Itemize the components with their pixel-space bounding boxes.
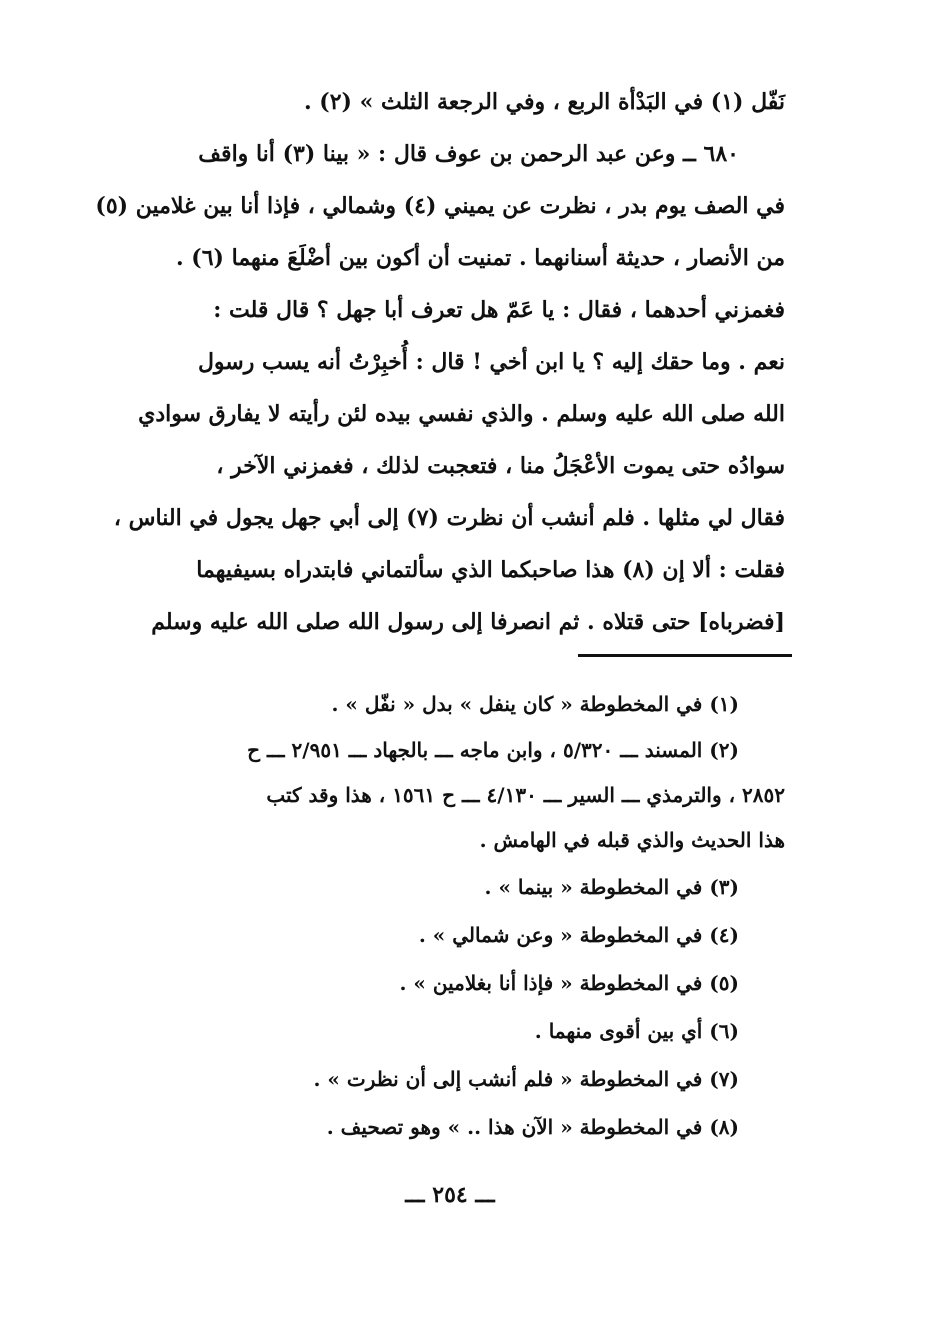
footnote-2: (٢) المسند ـــ ٥/٣٢٠ ، وابن ماجه ـــ بالجهاد ـــ ٢/٩٥١ ـــ ح — [247, 738, 739, 762]
main-text-line: فغمزني أحدهما ، فقال : يا عَمّ هل تعرف أبا جهل ؟ قال قلت : — [213, 297, 785, 323]
main-text-line: سوادُه حتى يموت الأعْجَلُ منا ، فتعجبت لذلك ، فغمزني الآخر ، — [216, 453, 785, 479]
main-text-line: في الصف يوم بدر ، نظرت عن يميني (٤) وشمالي ، فإذا أنا بين غلامين (٥) — [95, 193, 785, 219]
main-text-line: فقلت : ألا إن (٨) هذا صاحبكما الذي سألتماني فابتدراه بسيفيهما — [196, 557, 785, 583]
main-text-line: فقال لي مثلها . فلم أنشب أن نظرت (٧) إلى أبي جهل يجول في الناس ، — [113, 505, 785, 531]
hadith-680-line: ٦٨٠ ــ وعن عبد الرحمن بن عوف قال : « بينا (٣) أنا واقف — [198, 141, 739, 167]
main-text-line: الله صلى الله عليه وسلم . والذي نفسي بيده لئن رأيته لا يفارق سوادي — [138, 401, 785, 427]
footnotes-block — [135, 680, 785, 1151]
footnote-2-continuation: ٢٨٥٢ ، والترمذي ـــ السير ـــ ٤/١٣٠ ـــ ح ١٥٦١ ، هذا وقد كتب — [266, 783, 785, 807]
footnote-1: (١) في المخطوطة « كان ينفل » بدل « نفّل » . — [331, 692, 739, 716]
footnote-6: (٦) أي بين أقوى منهما . — [534, 1019, 739, 1043]
main-text-line: نعم . وما حقك إليه ؟ يا ابن أخي ! قال : أُخبِرْتُ أنه يسب رسول — [197, 349, 785, 375]
footnote-7: (٧) في المخطوطة « فلم أنشب إلى أن نظرت » . — [313, 1067, 739, 1091]
main-text-block — [95, 76, 785, 648]
page-number: ـــ ٢٥٤ ـــ — [405, 1182, 495, 1208]
main-text-line: من الأنصار ، حديثة أسنانهما . تمنيت أن أكون بين أضْلَعَ منهما (٦) . — [175, 245, 785, 271]
footnote-2-continuation: هذا الحديث والذي قبله في الهامش . — [479, 828, 785, 852]
main-text-line: [فضرباه] حتى قتلاه . ثم انصرفا إلى رسول الله صلى الله عليه وسلم — [151, 609, 785, 635]
footnote-8: (٨) في المخطوطة « الآن هذا .. » وهو تصحيف . — [326, 1115, 739, 1139]
footnote-3: (٣) في المخطوطة « بينما » . — [484, 875, 739, 899]
footnote-4: (٤) في المخطوطة « وعن شمالي » . — [418, 923, 739, 947]
footnote-5: (٥) في المخطوطة « فإذا أنا بغلامين » . — [399, 971, 739, 995]
footnote-separator — [578, 654, 792, 657]
main-text-line: نَفّل (١) في البَدْأة الربع ، وفي الرجعة الثلث » (٢) . — [303, 89, 785, 115]
